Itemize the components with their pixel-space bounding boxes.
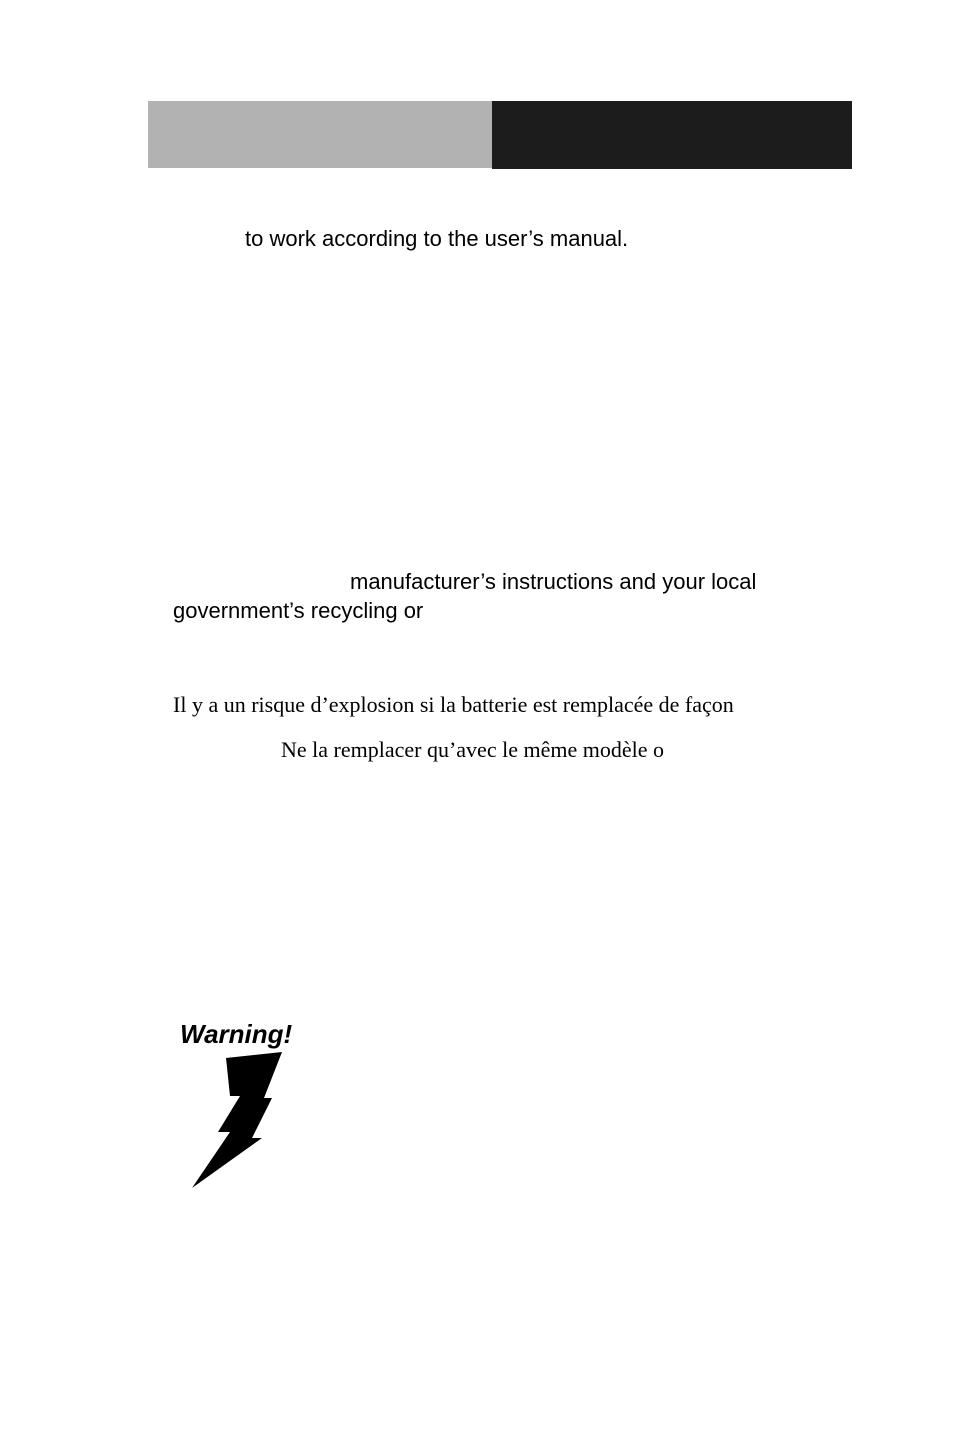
french-text-line-1: Il y a un risque d’explosion si la batterie est remplacée de façon <box>173 692 734 717</box>
french-text-line-2: Ne la remplacer qu’avec le même modèle o <box>281 737 664 762</box>
body-text-line-2: manufacturer’s instructions and your local <box>350 569 757 594</box>
header-bar-left <box>148 101 492 168</box>
header-bar-right <box>492 101 852 169</box>
chapter-header-bar <box>148 101 852 169</box>
lightning-bolt-shape <box>192 1052 282 1188</box>
lightning-bolt-icon <box>178 1018 310 1192</box>
warning-graphic <box>178 1018 310 1192</box>
body-text-line-1: to work according to the user’s manual. <box>245 226 629 251</box>
warning-label: Warning! <box>180 1019 293 1049</box>
body-text-line-3: government’s recycling or <box>173 598 424 623</box>
